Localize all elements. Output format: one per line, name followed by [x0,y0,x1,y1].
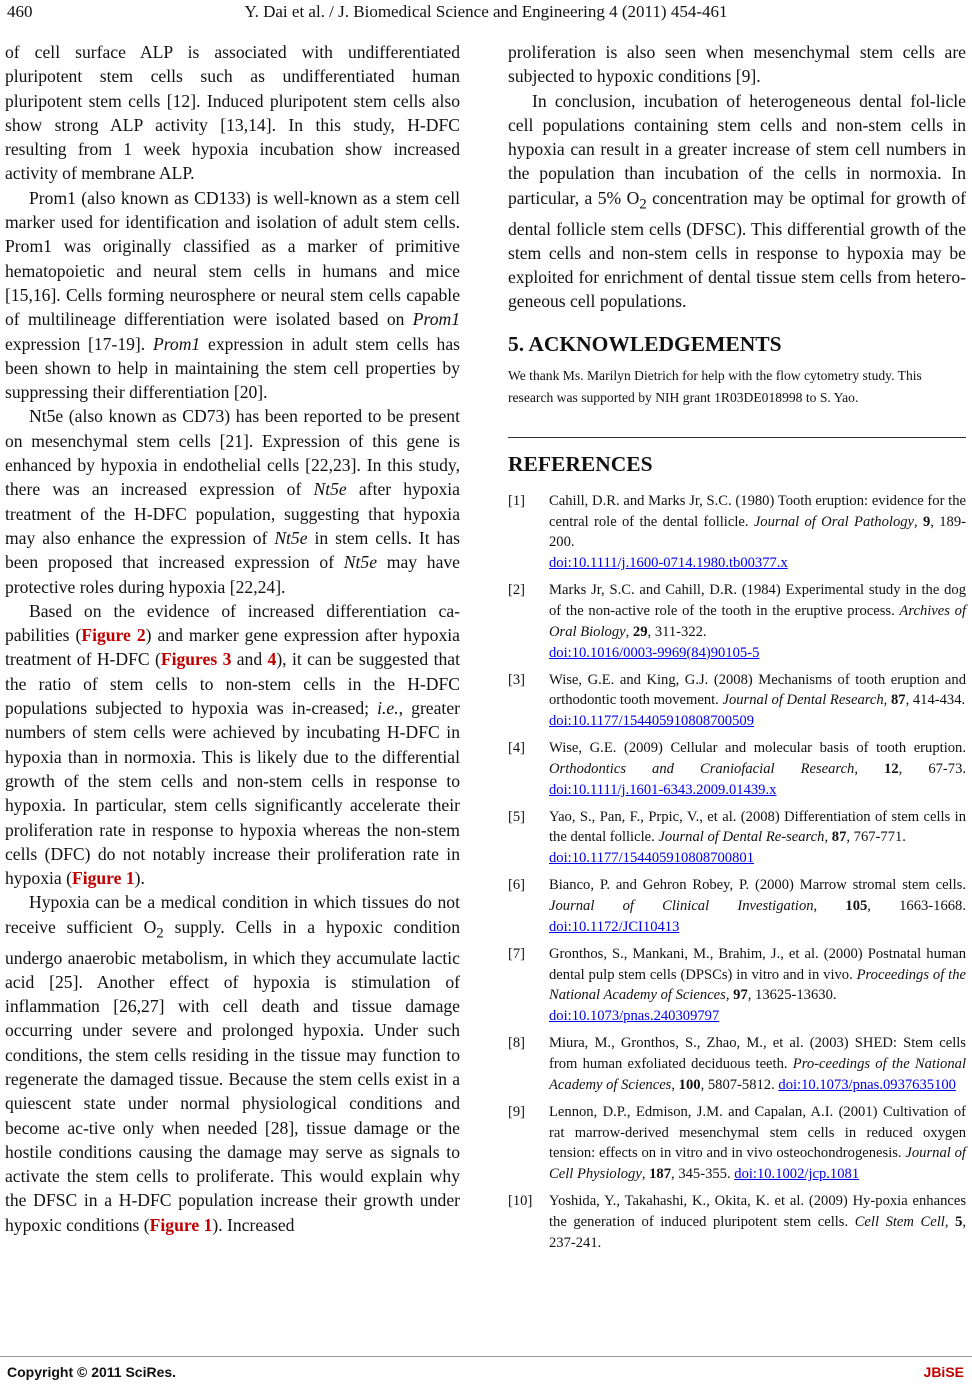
reference-pages: , 237-241. [549,1213,967,1251]
reference-volume: 9 [922,513,931,530]
reference-journal: Archives of Oral Biology [549,602,966,640]
references-heading: REFERENCES [508,451,653,476]
reference-item: [7] Gronthos, S., Mankani, M., Brahim, J., et al. (2000) Postnatal human dental pulp stem cells (DPSCs) in vitro and in vivo. Proceedings of the National Academy of Sciences, 97, 13625-13630. doi:10.1073/pnas.240309797 [508,945,966,1025]
reference-journal: Pro-ceedings of the National Academy of Sciences [549,1056,967,1093]
reference-journal: Orthodontics and Craniofacial Research [549,760,855,777]
reference-journal: Journal of Clinical Investigation [549,898,814,915]
reference-number: [9] [508,1103,526,1120]
reference-authors: Yao, S., Pan, F., Prpic, V., et al. (2008) Differentiation of stem cells in the dental follicle. [549,808,966,846]
reference-pages: , 67-73. [898,760,967,777]
reference-volume: 29 [632,623,648,640]
journal-abbreviation: JBiSE [923,1364,964,1380]
acknowledgements-heading: 5. ACKNOWLEDGEMENTS [508,331,782,356]
paragraph-alp: of cell surface ALP is associated with undifferentiated pluripotent stem cells such as undifferentiated human pluripotent stem cells [12]. Induced pluripotent stem cells also show strong ALP activity [13,14]. In this study, H-DFC resulting from 1 week hypoxia incubation show increased activity of membrane ALP. [5,42,460,184]
page-number: 460 [7,2,33,21]
reference-volume: 87 [831,829,847,846]
right-column [508,40,966,1260]
running-title: Y. Dai et al. / J. Biomedical Science and Engineering 4 (2011) 454-461 [244,2,728,21]
reference-journal: Journal of Oral Pathology [753,513,915,530]
reference-volume: 87 [890,692,906,709]
reference-number: [10] [508,1193,533,1210]
reference-volume: 187 [649,1166,672,1183]
reference-item: [8] Miura, M., Gronthos, S., Zhao, M., et al. (2003) SHED: Stem cells from human exfoliated deciduous teeth. Pro-ceedings of the National Academy of Sciences, 100, 5807-5812. doi:10.1073/pnas.0937635100 [508,1035,967,1093]
reference-volume: 5 [955,1213,963,1230]
paragraph-proliferation: proliferation is also seen when mesenchymal stem cells are subjected to hypoxic conditions [9]. [508,42,966,87]
reference-item: [3] Wise, G.E. and King, G.J. (2008) Mechanisms of tooth eruption and orthodontic tooth movement. Journal of Dental Research, 87, 414-434. doi:10.1177/154405910808700509 [508,671,966,730]
doi-link[interactable]: doi:10.1177/154405910808700801 [549,850,754,867]
reference-authors: Wise, G.E. and King, G.J. (2008) Mechanisms of tooth eruption and orthodontic tooth movement. [549,671,966,709]
reference-number: [2] [508,582,526,599]
reference-authors: Marks Jr, S.C. and Cahill, D.R. (1984) Experimental study in the dog of the non-active role of the tooth in the eruptive process. [549,582,966,619]
reference-journal: Journal of Dental Research [722,692,884,709]
paragraph-prom1: Prom1 (also known as CD133) is well-known as a stem cell marker used for identification and isolation of adult stem cells. Prom1 was originally classified as a marker of primitive hematopoietic and neural stem cells in humans and mice [15,16]. Cells forming neurosphere or neural stem cells capable of multilineage differentiation were isolated based on Prom1 expression [17-19]. Prom1 expression in adult stem cells has been shown to help in maintaining the stem cell properties by suppressing their differentiation [20]. [5,187,460,403]
reference-pages: , 767-771. [846,829,906,846]
reference-item: [10] Yoshida, Y., Takahashi, K., Okita, K. et al. (2009) Hy-poxia enhances the generation of induced pluripotent stem cells. Cell Stem Cell, 5, 237-241. [508,1193,967,1251]
figure-1-link-2[interactable]: Figure 1 [149,1214,213,1235]
reference-authors: Gronthos, S., Mankani, M., Brahim, J., et al. (2000) Postnatal human dental pulp stem cells (DPSCs) in vitro and in vivo. [549,945,966,983]
reference-volume: 100 [678,1076,701,1093]
reference-list [508,491,966,1254]
figure-2-link[interactable]: Figure 2 [81,625,146,646]
page-footer [0,1362,972,1384]
doi-link[interactable]: doi:10.1073/pnas.0937635100 [778,1076,956,1093]
reference-item: [6] Bianco, P. and Gehron Robey, P. (2000) Marrow stromal stem cells. Journal of Clinical Investigation, 105, 1663-1668. doi:10.1172/JCI10413 [508,877,967,935]
reference-authors: Miura, M., Gronthos, S., Zhao, M., et al. (2003) SHED: Stem cells from human exfoliated deciduous teeth. [549,1035,966,1073]
paragraph-differentiation: Based on the evidence of increased differentiation ca-pabilities (Figure 2) and marker gene expression after hypoxia treatment of H-DFC (Figures 3 and 4), it can be suggested that the ratio of stem cells to non-stem cells in the H-DFC populations subjected to hypoxia was in-creased; i.e., greater numbers of stem cells were achieved by incubating H-DFC in hypoxia than in normoxia. This is likely due to the differential growth of the stem cells and non-stem cells in response to hypoxia. In particular, stem cells significantly accelerate their proliferation rate in response to hypoxia whereas the non-stem cells (DFC) do not notably increase their proliferation rate in hypoxia (Figure 1). [5,600,460,889]
doi-link[interactable]: doi:10.1111/j.1600-0714.1980.tb00377.x [549,555,788,572]
footer-divider [0,1356,972,1357]
doi-link[interactable]: doi:10.1016/0003-9969(84)90105-5 [549,644,760,661]
reference-number: [7] [508,945,526,962]
reference-number: [6] [508,877,526,894]
figure-1-link[interactable]: Figure 1 [71,868,135,889]
doi-link[interactable]: doi:10.1073/pnas.240309797 [549,1008,720,1025]
reference-pages: , 5807-5812. [700,1076,779,1093]
reference-number: [8] [508,1035,526,1052]
doi-link[interactable]: doi:10.1172/JCI10413 [549,918,680,935]
reference-number: [5] [508,808,526,825]
reference-pages: , 414-434. [905,692,966,709]
reference-item: [1] Cahill, D.R. and Marks Jr, S.C. (1980) Tooth eruption: evidence for the central role of the dental follicle. Journal of Oral Pathology, 9, 189-200. doi:10.1111/j.1600-0714.1980.tb00377.x [508,492,966,572]
reference-number: [3] [508,671,526,688]
reference-authors: Cahill, D.R. and Marks Jr, S.C. (1980) Tooth eruption: evidence for the central role of the dental follicle. [549,492,966,530]
left-column [5,40,460,1237]
reference-pages: , 345-355. [671,1166,735,1183]
paragraph-conclusion: In conclusion, incubation of heterogeneous dental fol-licle cell populations containing stem cells and non-stem cells in hypoxia can result in a greater increase of stem cell numbers in the population than incubation of the cells in normoxia. In particular, a 5% $O_2$ concentration may be optimal for growth of dental follicle stem cells (DFSC). This differential growth of the stem cells and non-stem cells in response to hypoxia may be exploited for enrichment of dental tissue stem cells from hetero-geneous cell populations. [508,90,966,312]
reference-journal: Journal of Dental Re-search [658,829,825,846]
reference-journal: Proceedings of the National Academy of Sciences [549,966,966,1004]
figure-3-link[interactable]: Figures 3 [160,649,232,670]
doi-link[interactable]: doi:10.1002/jcp.1081 [734,1166,860,1183]
reference-item: [5] Yao, S., Pan, F., Prpic, V., et al. (2008) Differentiation of stem cells in the dental follicle. Journal of Dental Re-search, 87, 767-771. doi:10.1177/154405910808700801 [508,808,966,867]
doi-link[interactable]: doi:10.1177/154405910808700509 [549,713,754,730]
reference-item: [9] Lennon, D.P., Edmison, J.M. and Capalan, A.I. (2001) Cultivation of rat marrow-derived mesenchymal stem cells in reduced oxygen tension: effects on in vitro and in vivo osteochondrogenesis. Journal of Cell Physiology, 187, 345-355. doi:10.1002/jcp.1081 [508,1103,966,1183]
reference-volume: 105 [845,898,868,915]
reference-number: [1] [508,492,526,509]
paragraph-nt5e: Nt5e (also known as CD73) has been reported to be present on mesenchymal stem cells [21]. Expression of this gene is enhanced by hypoxia in endothelial cells [22,23]. In this study, there was an increased expression of Nt5e after hypoxia treatment of the H-DFC population, suggesting that hypoxia may also enhance the expression of Nt5e in stem cells. It has been proposed that increased expression of Nt5e may have protective roles during hypoxia [22,24]. [5,406,461,597]
reference-volume: 12 [884,760,899,777]
reference-journal: Cell Stem Cell [854,1213,945,1230]
reference-journal: Journal of Cell Physiology [549,1145,966,1183]
reference-item: [2] Marks Jr, S.C. and Cahill, D.R. (1984) Experimental study in the dog of the non-active role of the tooth in the eruptive process. Archives of Oral Biology, 29, 311-322. doi:10.1016/0003-9969(84)90105-5 [508,582,966,661]
copyright-notice: Copyright © 2011 SciRes. [7,1364,177,1380]
doi-link[interactable]: doi:10.1111/j.1601-6343.2009.01439.x [549,781,777,798]
reference-authors: Yoshida, Y., Takahashi, K., Okita, K. et al. (2009) Hy-poxia enhances the generation of induced pluripotent stem cells. [549,1193,966,1230]
reference-authors: Lennon, D.P., Edmison, J.M. and Capalan, A.I. (2001) Cultivation of rat marrow-derived mesenchymal stem cells in reduced oxygen tension: effects on in vitro and in vivo osteochondrogenesis. [549,1103,966,1162]
reference-authors: Bianco, P. and Gehron Robey, P. (2000) Marrow stromal stem cells. [549,877,966,894]
reference-pages: , 13625-13630. [747,987,837,1004]
reference-pages: , 311-322. [647,623,707,640]
acknowledgements-text: We thank Ms. Marilyn Dietrich for help with the flow cytometry study. This research was supported by NIH grant 1R03DE018998 to S. Yao. [508,367,922,405]
reference-authors: Wise, G.E. (2009) Cellular and molecular basis of tooth eruption. [549,740,966,757]
page-header [0,0,972,24]
reference-number: [4] [508,740,526,757]
figure-4-link[interactable]: 4 [267,649,277,670]
section-divider [508,437,966,438]
reference-volume: 97 [733,987,748,1004]
paragraph-hypoxia: Hypoxia can be a medical condition in which tissues do not receive sufficient $O_2$ supply. Cells in a hypoxic condition undergo anaerobic metabolism, in which they accumulate lactic acid [25]. Another effect of hypoxia is stimulation of inflammation [26,27] with cell death and tissue damage occurring under severe and prolonged hypoxia. Under such conditions, the stem cells residing in the tissue may function to regenerate the damaged tissue. Because the stem cells exist in a quiescent state under normal physiological conditions and become ac-tive only when needed [28], tissue damage or the hostile conditions causing the damage may serve as signals to activate the stem cells to proliferate. This would explain why the DFSC in a H-DFC population increase their growth under hypoxic conditions (Figure 1). Increased [5,892,461,1235]
reference-item: [4] Wise, G.E. (2009) Cellular and molecular basis of tooth eruption. Orthodontics and Craniofacial Research, 12, 67-73. doi:10.1111/j.1601-6343.2009.01439.x [508,740,967,798]
reference-pages: , 1663-1668. [867,898,967,915]
reference-pages: , 189-200. [549,513,966,551]
